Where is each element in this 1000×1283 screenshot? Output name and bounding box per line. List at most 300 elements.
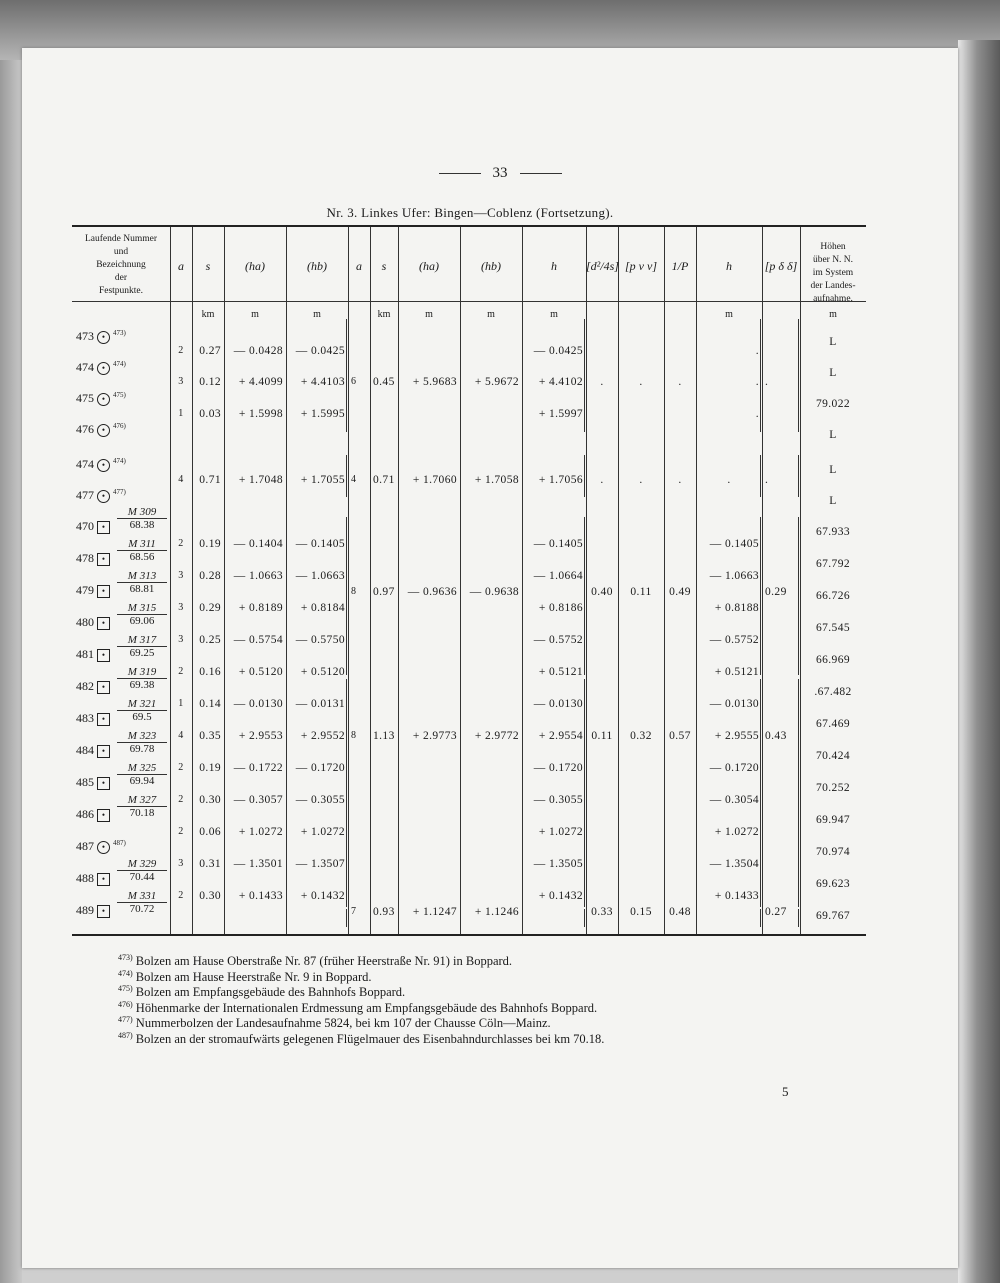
cell-ha: + 1.7048 [238,474,283,486]
footnote-ref: 475) [113,391,126,399]
cell-hb: — 1.3507 [295,858,345,870]
cell-a: 2 [178,538,184,549]
cell-h2: . [755,376,759,388]
group-brace [798,909,799,927]
group-pvv: . [639,474,643,486]
group-pdd: . [765,376,769,388]
mark-fraction [117,570,167,595]
column-rule [586,227,587,934]
group-d2: 0.33 [591,906,613,918]
cell-a: 3 [178,602,184,613]
benchmark-square-icon: • [97,681,110,694]
point-label [76,711,113,726]
header-heights-line: Höhen [820,242,846,252]
height-value: L [829,464,837,476]
cell-hb: — 0.0131 [295,698,345,710]
column-rule [192,227,193,934]
mark-id: M 317 [117,634,167,647]
point-number: 487 [76,839,94,853]
height-value: 69.623 [815,878,851,890]
group-brace [760,319,761,432]
cell-s: 0.19 [199,762,221,774]
mark-fraction [117,666,167,691]
unit-h2: m [725,309,733,320]
group-brace [798,319,799,432]
height-value: L [829,429,837,441]
point-number: 482 [76,679,94,693]
benchmark-square-icon: • [97,905,110,918]
footnote-ref: 474) [113,457,126,465]
cell-h2: + 0.5121 [714,666,759,678]
point-label [76,583,113,598]
cell-h: + 2.9554 [538,730,583,742]
height-value: .67.482 [814,686,852,698]
mark-fraction [117,538,167,563]
cell-hb: + 2.9552 [300,730,345,742]
point-number: 483 [76,711,94,725]
group-brace [760,455,761,497]
mark-fraction [117,890,167,915]
footnote-ref: 474) [113,360,126,368]
cell-h2: — 0.5752 [709,634,759,646]
scan-edge-right [958,40,1000,1283]
benchmark-square-icon: • [97,809,110,822]
group-brace [798,455,799,497]
point-number: 485 [76,775,94,789]
group-d2: . [600,474,604,486]
point-label [76,519,113,534]
column-rule [762,227,763,934]
mark-id: M 329 [117,858,167,871]
mark-value: 69.78 [129,743,155,755]
group-brace [760,679,761,907]
group-d2: 0.40 [591,586,613,598]
point-label [76,807,113,822]
cell-h: — 0.3055 [533,794,583,806]
height-value: 67.933 [815,526,851,538]
column-rule [398,227,399,934]
point-label [76,422,126,437]
footnote [118,953,512,969]
point-label [76,743,113,758]
header-a2: a [356,259,362,273]
column-rule [170,227,171,934]
group-s: 0.71 [373,474,395,486]
point-label [76,871,113,886]
group-ha: + 1.1247 [412,906,457,918]
column-rule [460,227,461,934]
group-pvv: 0.32 [630,730,652,742]
footnote-ref: 487) [113,839,126,847]
header-invp: 1/P [671,259,689,273]
height-value: 70.252 [815,782,851,794]
cell-s: 0.06 [199,826,221,838]
cell-h: + 0.5121 [538,666,583,678]
cell-a: 3 [178,858,184,869]
mark-value: 68.38 [129,519,155,531]
cell-a: 1 [178,408,184,419]
cell-h: + 1.5997 [538,408,583,420]
group-brace [798,517,799,675]
point-label [76,329,126,344]
cell-h: + 0.8186 [538,602,583,614]
column-rule [618,227,619,934]
cell-a: 4 [178,730,184,741]
group-pdd: . [765,474,769,486]
cell-ha: — 0.0130 [233,698,283,710]
footnote-number: 475) [118,984,133,993]
cell-s: 0.30 [199,890,221,902]
footnote [118,984,405,1000]
cell-h2: + 0.8188 [714,602,759,614]
point-label [76,391,126,406]
group-s: 0.97 [373,586,395,598]
header-s2: s [381,259,387,273]
mark-fraction [117,858,167,883]
unit-last: m [829,309,837,320]
mark-id: M 313 [117,570,167,583]
mark-value: 69.38 [129,679,155,691]
footnote-text: Höhenmarke der Internationalen Erdmessung am Empfangsgebäude des Bahnhofs Boppard. [132,1000,598,1015]
point-label [76,647,113,662]
group-invp: 0.48 [669,906,691,918]
unit-s2: km [377,309,391,320]
header-points-line: Laufende Nummer [84,234,157,244]
group-hb: + 5.9672 [474,376,519,388]
height-value: L [829,367,837,379]
group-ha: — 0.9636 [407,586,457,598]
cell-ha: — 1.3501 [233,858,283,870]
group-hb: + 1.1246 [474,906,519,918]
height-value: 66.726 [815,590,851,602]
group-a: 4 [351,474,357,485]
cell-h2: — 1.3504 [709,858,759,870]
cell-h: — 1.0664 [533,570,583,582]
cell-ha: + 1.5998 [238,408,283,420]
cell-hb: + 4.4103 [300,376,345,388]
cell-h: + 1.7056 [538,474,583,486]
header-pdd: [p δ δ] [764,259,798,273]
footnote-text: Bolzen am Empfangsgebäude des Bahnhofs Boppard. [132,985,406,1000]
bolt-circle-icon: • [97,362,110,375]
group-s: 0.93 [373,906,395,918]
group-ha: + 5.9683 [412,376,457,388]
header-s: s [205,259,211,273]
group-ha: + 2.9773 [412,730,457,742]
footnote [118,969,372,985]
footnote [118,1000,597,1016]
cell-s: 0.35 [199,730,221,742]
header-h: h [551,259,557,273]
benchmark-square-icon: • [97,553,110,566]
height-value: 67.469 [815,718,851,730]
cell-h: + 4.4102 [538,376,583,388]
cell-ha: — 1.0663 [233,570,283,582]
corner-number: 5 [782,1084,789,1099]
mark-id: M 325 [117,762,167,775]
unit-hb: m [313,309,321,320]
footnote-ref: 476) [113,422,126,430]
benchmark-square-icon: • [97,649,110,662]
unit-h: m [550,309,558,320]
cell-hb: + 0.1432 [300,890,345,902]
cell-a: 3 [178,570,184,581]
height-value: 67.545 [815,622,851,634]
cell-h2: . [755,345,759,357]
footnote [118,1031,604,1047]
cell-h2: — 0.0130 [709,698,759,710]
header-ha2: (ha) [419,259,439,273]
cell-h2: + 1.0272 [714,826,759,838]
footnote [118,1015,551,1031]
cell-hb: + 0.8184 [300,602,345,614]
cell-hb: — 0.1405 [295,538,345,550]
footnote-number: 477) [118,1015,133,1024]
group-hb: — 0.9638 [469,586,519,598]
cell-hb: + 1.5995 [300,408,345,420]
group-ha: + 1.7060 [412,474,457,486]
cell-a: 2 [178,890,184,901]
group-brace [346,455,347,497]
cell-ha: — 0.1404 [233,538,283,550]
cell-a: 2 [178,794,184,805]
cell-h2: — 1.0663 [709,570,759,582]
mark-value: 68.56 [129,551,155,563]
point-number: 476 [76,422,94,436]
footnote-ref: 477) [113,488,126,496]
cell-hb: — 0.1720 [295,762,345,774]
mark-value: 70.44 [129,871,155,883]
group-d2: 0.11 [591,730,613,742]
group-brace [584,679,585,907]
point-label [76,903,113,918]
cell-hb: + 0.5120 [300,666,345,678]
height-value: 67.792 [815,558,851,570]
header-a: a [178,259,184,273]
point-number: 481 [76,647,94,661]
footnote-number: 487) [118,1030,133,1040]
header-hb2: (hb) [481,259,501,273]
cell-h: — 0.5752 [533,634,583,646]
group-brace [584,455,585,497]
point-number: 486 [76,807,94,821]
footnote-number: 474) [118,968,133,978]
mark-fraction [117,634,167,659]
group-invp: . [678,376,682,388]
group-invp: 0.49 [669,586,691,598]
group-brace [346,517,347,675]
group-invp: . [678,474,682,486]
mark-fraction [117,794,167,819]
point-number: 470 [76,519,94,533]
point-label [76,679,113,694]
mark-id: M 309 [117,506,167,519]
cell-ha: + 0.1433 [238,890,283,902]
cell-h2: + 0.1433 [714,890,759,902]
header-hb: (hb) [307,259,327,273]
mark-id: M 315 [117,602,167,615]
column-rule [696,227,697,934]
group-d2: . [600,376,604,388]
group-brace [584,319,585,432]
benchmark-square-icon: • [97,617,110,630]
group-hb: + 2.9772 [474,730,519,742]
group-brace [760,517,761,675]
cell-s: 0.30 [199,794,221,806]
cell-hb: — 0.5750 [295,634,345,646]
cell-s: 0.31 [199,858,221,870]
group-hb: + 1.7058 [474,474,519,486]
cell-h: — 0.1405 [533,538,583,550]
footnote-text: Nummerbolzen der Landesaufnahme 5824, bei km 107 der Chausse Cöln—Mainz. [132,1016,551,1031]
header-ha: (ha) [245,259,265,273]
mark-value: 69.06 [129,615,155,627]
footnote-number: 473) [118,953,133,962]
cell-hb: + 1.7055 [300,474,345,486]
unit-s: km [201,309,215,320]
height-value: 69.767 [815,910,851,922]
cell-hb: — 0.0425 [295,345,345,357]
cell-ha: + 0.8189 [238,602,283,614]
unit-ha: m [251,309,259,320]
header-d2: [d²/4s] [586,259,619,273]
cell-s: 0.12 [199,376,221,388]
cell-h2: + 2.9555 [714,730,759,742]
benchmark-square-icon: • [97,713,110,726]
group-pdd: 0.43 [765,730,787,742]
cell-s: 0.71 [199,474,221,486]
point-number: 475 [76,391,94,405]
height-value: 66.969 [815,654,851,666]
cell-ha: + 4.4099 [238,376,283,388]
mark-fraction [117,730,167,755]
point-label [76,615,113,630]
footnote-number: 476) [118,999,133,1009]
group-brace [584,517,585,675]
group-a: 6 [351,376,357,387]
page-number: 33 [0,165,1000,182]
mark-id: M 331 [117,890,167,903]
cell-ha: — 0.0428 [233,345,283,357]
bolt-circle-icon: • [97,424,110,437]
group-a: 8 [351,586,357,597]
mark-fraction [117,506,167,531]
unit-ha2: m [425,309,433,320]
cell-s: 0.19 [199,538,221,550]
header-heights-line: aufnahme. [813,294,853,304]
cell-h: — 0.0130 [533,698,583,710]
group-pvv: 0.11 [630,586,652,598]
cell-ha: — 0.3057 [233,794,283,806]
group-s: 0.45 [373,376,395,388]
header-heights-line: im System [812,268,854,278]
bolt-circle-icon: • [97,459,110,472]
cell-s: 0.16 [199,666,221,678]
group-h2: . [727,474,731,486]
point-number: 488 [76,871,94,885]
header-heights [800,241,866,306]
point-number: 477 [76,488,94,502]
cell-hb: — 0.3055 [295,794,345,806]
height-value: 70.974 [815,846,851,858]
cell-h2: — 0.1720 [709,762,759,774]
cell-a: 2 [178,826,184,837]
table-title: Nr. 3. Linkes Ufer: Bingen—Coblenz (Fortsetzung). [326,205,614,220]
mark-id: M 323 [117,730,167,743]
group-pdd: 0.29 [765,586,787,598]
cell-s: 0.28 [199,570,221,582]
mark-id: M 327 [117,794,167,807]
scan-edge-left [0,60,22,1283]
cell-h2: — 0.3054 [709,794,759,806]
point-number: 479 [76,583,94,597]
mark-fraction [117,762,167,787]
point-number: 473 [76,329,94,343]
header-h2: h [726,259,732,273]
cell-s: 0.14 [199,698,221,710]
cell-a: 4 [178,474,184,485]
point-label [76,551,113,566]
cell-s: 0.27 [199,345,221,357]
column-rule [224,227,225,934]
point-label [76,360,126,375]
point-label [76,839,126,854]
cell-ha: — 0.1722 [233,762,283,774]
point-label [76,488,126,503]
group-brace [798,679,799,907]
cell-a: 3 [178,634,184,645]
group-invp: 0.57 [669,730,691,742]
header-pvv: [p v v] [625,259,657,273]
footnote-text: Bolzen am Hause Oberstraße Nr. 87 (früher Heerstraße Nr. 91) in Boppard. [132,954,513,969]
group-s: 1.13 [373,730,395,742]
header-points-line: der [114,273,128,283]
cell-h: + 1.0272 [538,826,583,838]
point-label [76,775,113,790]
group-a: 8 [351,730,357,741]
benchmark-square-icon: • [97,873,110,886]
mark-value: 68.81 [129,583,155,595]
cell-h: — 0.0425 [533,345,583,357]
mark-fraction [117,602,167,627]
benchmark-square-icon: • [97,777,110,790]
point-number: 489 [76,903,94,917]
mark-value: 70.72 [129,903,155,915]
mark-value: 70.18 [129,807,155,819]
cell-h2: — 0.1405 [709,538,759,550]
bolt-circle-icon: • [97,393,110,406]
footnote-text: Bolzen am Hause Heerstraße Nr. 9 in Boppard. [132,969,372,984]
cell-hb: — 1.0663 [295,570,345,582]
point-number: 478 [76,551,94,565]
column-rule [800,227,801,934]
group-a: 7 [351,906,357,917]
header-heights-line: über N. N. [812,255,854,265]
benchmark-square-icon: • [97,521,110,534]
group-pdd: 0.27 [765,906,787,918]
column-rule [286,227,287,934]
height-value: L [829,336,837,348]
group-brace [346,319,347,432]
point-label [76,457,126,472]
header-points-line: und [113,247,129,257]
footnote-text: Bolzen an der stromaufwärts gelegenen Flügelmauer des Eisenbahndurchlasses bei km 70.18. [132,1031,605,1046]
point-number: 474 [76,360,94,374]
cell-a: 3 [178,376,184,387]
bolt-circle-icon: • [97,331,110,344]
mark-id: M 319 [117,666,167,679]
group-pvv: . [639,376,643,388]
